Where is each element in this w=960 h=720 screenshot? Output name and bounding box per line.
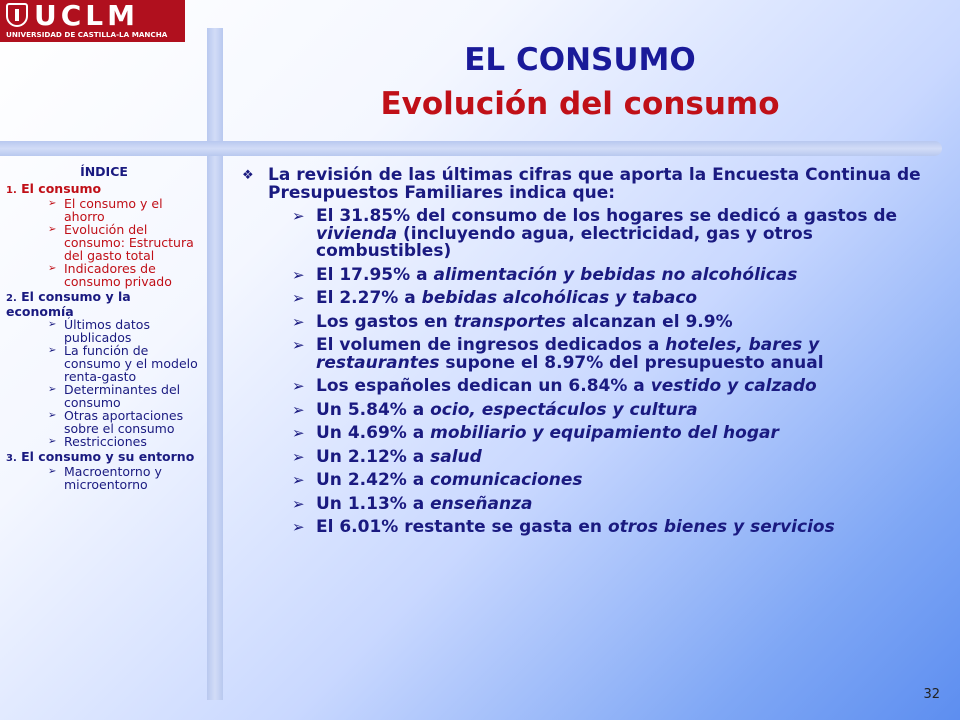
arrow-icon: ➢ [48, 466, 57, 477]
content-item [240, 208, 930, 261]
index-item-label: El consumo y el ahorro [64, 196, 163, 224]
item-emphasis: bebidas alcohólicas y tabaco [421, 288, 698, 308]
item-text-end: supone el 8.97% del presupuesto anual [439, 352, 824, 373]
arrow-icon: ➢ [292, 312, 305, 331]
section-number: 2. [6, 293, 17, 304]
index-item-label: Restricciones [64, 434, 147, 449]
arrow-icon: ➢ [292, 289, 305, 307]
content-item [240, 472, 930, 490]
index-item-label: La función de consumo y el modelo renta-gasto [64, 343, 198, 384]
item-emphasis: mobiliario y equipamiento del hogar [430, 423, 779, 443]
arrow-icon: ➢ [292, 400, 305, 419]
index-section-1[interactable] [6, 182, 202, 197]
index-item[interactable] [6, 465, 202, 491]
item-text: Un 5.84% a [316, 399, 431, 420]
item-text-end: (incluyendo agua, electricidad, gas y otros combustibles) [316, 223, 813, 261]
section-label: El consumo [21, 181, 102, 196]
section-label: El consumo y su entorno [21, 449, 195, 464]
lead-text: La revisión de las últimas cifras que aporta la Encuesta Continua de Presupuestos Familiares indica que: [268, 165, 921, 203]
index-item[interactable] [6, 435, 202, 448]
item-emphasis: transportes [453, 311, 566, 332]
section-number: 1. [6, 185, 17, 196]
content-item [240, 493, 930, 514]
index-item[interactable] [6, 197, 202, 223]
arrow-icon: ➢ [292, 518, 305, 536]
item-text: Un 1.13% a [316, 493, 431, 514]
item-text: El 6.01% restante se gasta en [316, 517, 608, 537]
index-item-label: Otras aportaciones sobre el consumo [64, 408, 184, 436]
item-text: El 17.95% a [316, 264, 434, 285]
arrow-icon: ➢ [48, 410, 57, 421]
uclm-logo [0, 0, 185, 42]
index-item[interactable] [6, 344, 202, 383]
index-item-label: Últimos datos publicados [64, 317, 150, 345]
item-emphasis: vestido y calzado [650, 376, 817, 396]
logo-word: UCLM [34, 0, 139, 32]
content-item [240, 446, 930, 467]
item-emphasis: ocio, espectáculos y cultura [430, 399, 698, 420]
section-label: El consumo y la economía [6, 289, 131, 319]
index-item[interactable] [6, 223, 202, 262]
arrow-icon: ➢ [292, 207, 305, 225]
arrow-icon: ➢ [292, 265, 305, 284]
item-emphasis: vivienda [316, 223, 398, 244]
arrow-icon: ➢ [48, 384, 57, 395]
index-section-3[interactable] [6, 450, 202, 465]
item-text: El 31.85% del consumo de los hogares se dedicó a gastos de [316, 206, 898, 226]
item-text: Los españoles dedican un 6.84% a [316, 376, 651, 396]
index-sidebar [6, 165, 202, 491]
arrow-icon: ➢ [48, 198, 57, 209]
page-title: EL CONSUMO [464, 42, 696, 78]
arrow-icon: ➢ [292, 377, 305, 395]
content-item [240, 378, 930, 396]
item-emphasis: salud [430, 446, 482, 467]
item-emphasis: comunicaciones [430, 470, 583, 490]
item-text: Un 2.42% a [316, 470, 431, 490]
content-item [240, 290, 930, 308]
logo-subtitle: UNIVERSIDAD DE CASTILLA-LA MANCHA [6, 30, 168, 39]
content-item [240, 337, 930, 372]
content-item [240, 264, 930, 285]
arrow-icon: ➢ [48, 436, 57, 447]
content-item [240, 519, 930, 537]
index-item[interactable] [6, 383, 202, 409]
item-text: Los gastos en [316, 311, 454, 332]
index-heading: ÍNDICE [80, 164, 128, 179]
index-item[interactable] [6, 409, 202, 435]
arrow-icon: ➢ [292, 447, 305, 466]
item-text: Un 4.69% a [316, 423, 431, 443]
index-item-label: Macroentorno y microentorno [64, 464, 162, 492]
arrow-icon: ➢ [48, 263, 57, 274]
item-emphasis: otros bienes y servicios [607, 517, 835, 537]
item-emphasis: hoteles, bares y restaurantes [316, 335, 820, 373]
horizontal-decor-bar [0, 141, 942, 156]
index-item-label: Determinantes del consumo [64, 382, 181, 410]
index-section-2[interactable] [6, 290, 202, 318]
section-number: 3. [6, 453, 17, 464]
item-emphasis: enseñanza [430, 493, 533, 514]
item-text-end: alcanzan el 9.9% [565, 311, 733, 332]
lead-bullet [240, 167, 930, 202]
item-text: Un 2.12% a [316, 446, 431, 467]
arrow-icon: ➢ [292, 471, 305, 489]
index-item[interactable] [6, 262, 202, 288]
arrow-icon: ➢ [292, 424, 305, 442]
index-item-label: Evolución del consumo: Estructura del gasto total [64, 222, 194, 263]
vertical-decor-bar [207, 28, 223, 700]
item-text: El 2.27% a [316, 288, 422, 308]
page-number: 32 [923, 687, 940, 702]
item-emphasis: alimentación y bebidas no alcohólicas [433, 264, 798, 285]
emblem-icon [6, 3, 28, 27]
page-subtitle: Evolución del consumo [380, 86, 780, 122]
arrow-icon: ➢ [292, 494, 305, 513]
item-text: El volumen de ingresos dedicados a [316, 335, 666, 355]
arrow-icon: ➢ [292, 336, 305, 354]
main-content [240, 167, 930, 537]
arrow-icon: ➢ [48, 319, 57, 330]
arrow-icon: ➢ [48, 224, 57, 235]
content-item [240, 425, 930, 443]
arrow-icon: ➢ [48, 345, 57, 356]
content-item [240, 311, 930, 332]
index-item-label: Indicadores de consumo privado [64, 261, 172, 289]
content-item [240, 399, 930, 420]
diamond-bullet-icon: ❖ [242, 168, 254, 183]
index-item[interactable] [6, 318, 202, 344]
